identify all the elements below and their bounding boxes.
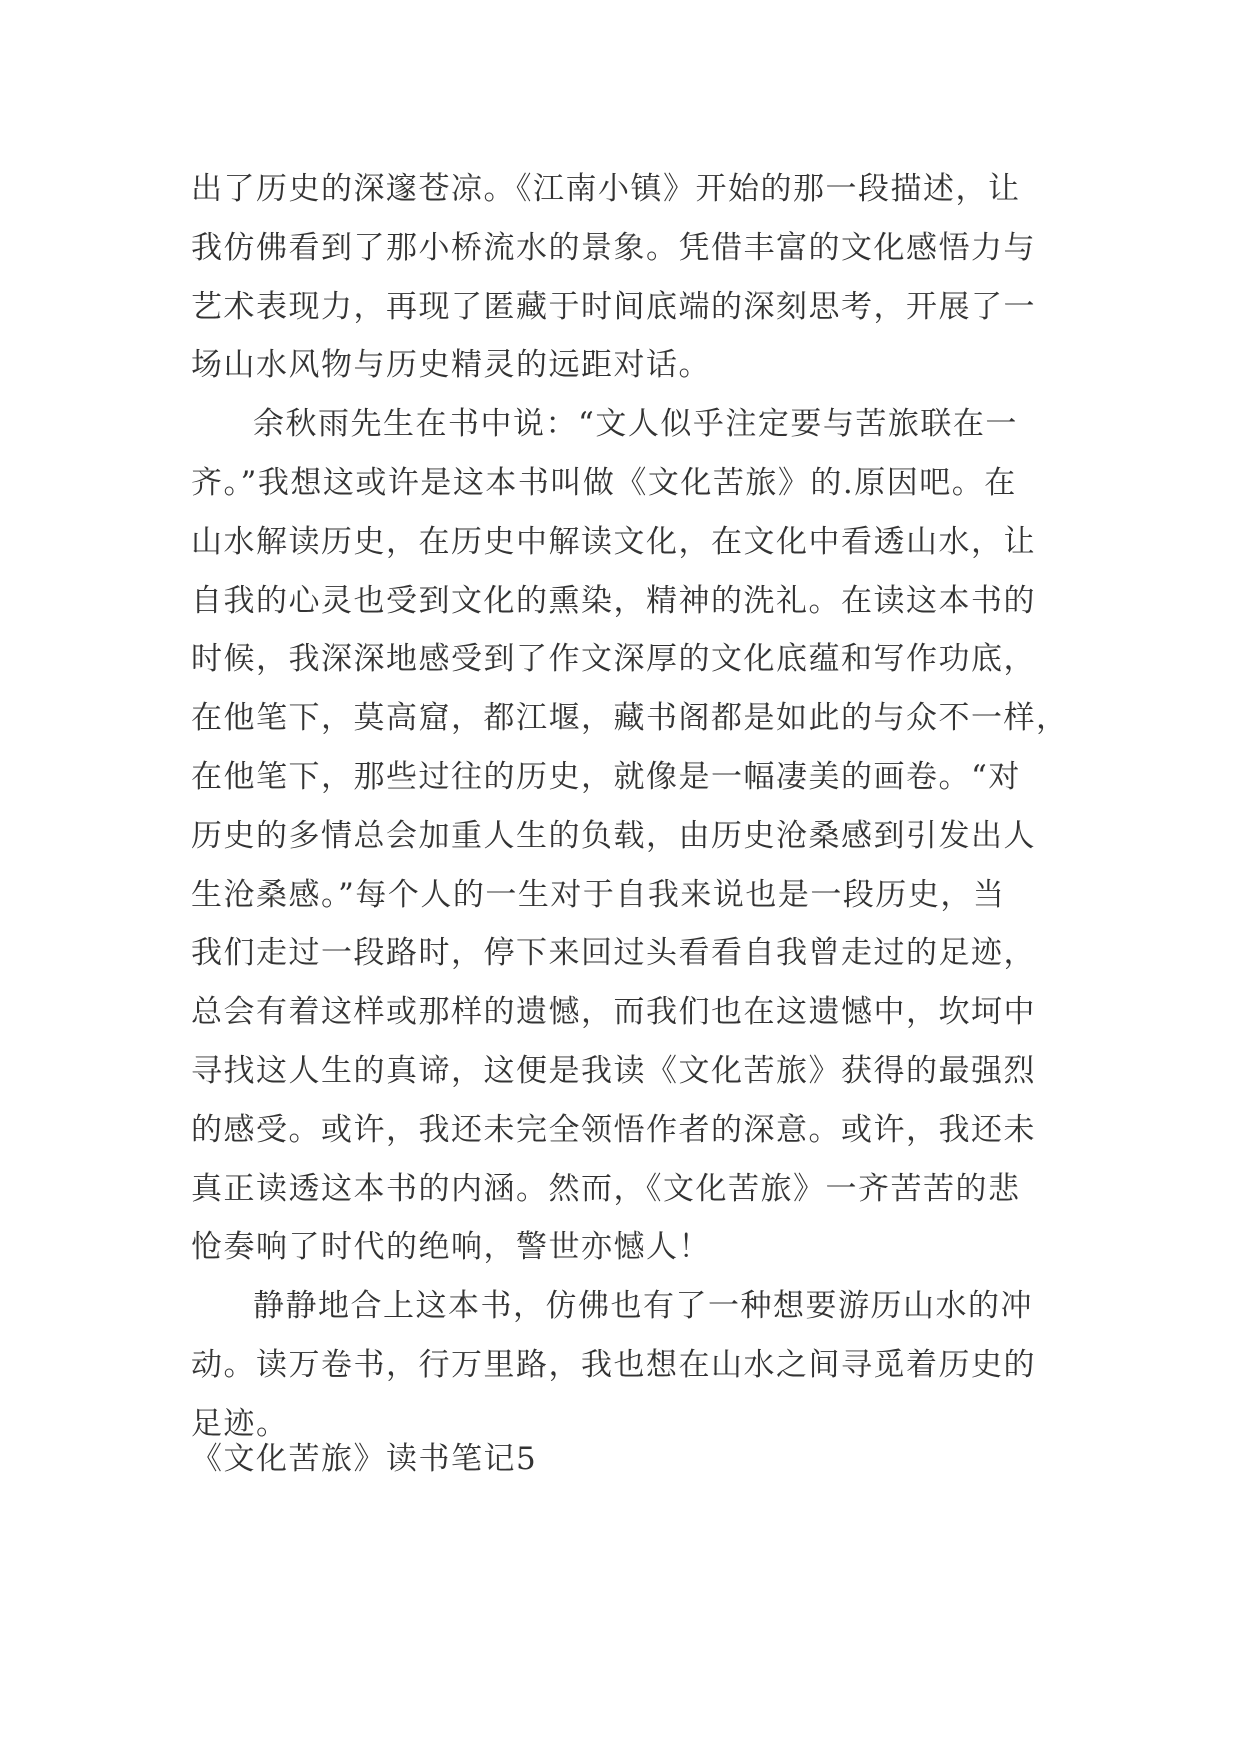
paragraph-2 [191, 395, 1069, 1277]
text-line: 的感受。或许，我还未完全领悟作者的深意。或许，我还未 [191, 1111, 1036, 1148]
text-line: 静静地合上这本书，仿佛也有了一种想要游历山水的冲 [253, 1288, 1033, 1325]
text-line: 场山水风物与历史精灵的远距对话。 [191, 347, 711, 384]
text-line: 余秋雨先生在书中说：“文人似乎注定要与苦旅联在一 [253, 406, 1018, 443]
text-line: 我仿佛看到了那小桥流水的景象。凭借丰富的文化感悟力与 [191, 229, 1036, 266]
text-line: 出了历史的深邃苍凉。《江南小镇》开始的那一段描述，让 [191, 171, 1021, 207]
paragraph-1 [191, 160, 1051, 395]
text-line: 在他笔下，莫高窟，都江堰，藏书阁都是如此的与众不一样， [191, 700, 1069, 737]
text-line: 怆奏响了时代的绝响，警世亦憾人！ [191, 1229, 711, 1266]
text-line: 我们走过一段路时，停下来回过头看看自我曾走过的足迹， [191, 935, 1036, 972]
text-line: 在他笔下，那些过往的历史，就像是一幅凄美的画卷。“对 [191, 758, 1021, 795]
text-line: 动。读万卷书，行万里路，我也想在山水之间寻觅着历史的 [191, 1346, 1036, 1383]
text-line: 总会有着这样或那样的遗憾，而我们也在这遗憾中，坎坷中 [191, 994, 1036, 1031]
paragraph-3 [191, 1277, 1051, 1453]
text-line: 寻找这人生的真谛，这便是我读《文化苦旅》获得的最强烈 [191, 1052, 1036, 1089]
section-heading: 《文化苦旅》读书笔记5 [191, 1441, 538, 1477]
document-body [191, 160, 1069, 1454]
text-line: 历史的多情总会加重人生的负载，由历史沧桑感到引发出人 [191, 817, 1036, 854]
text-line: 时候，我深深地感受到了作文深厚的文化底蕴和写作功底， [191, 641, 1036, 678]
text-line: 齐。”我想这或许是这本书叫做《文化苦旅》的.原因吧。在 [191, 464, 1017, 501]
text-line: 足迹。 [191, 1405, 289, 1442]
text-line: 自我的心灵也受到文化的熏染，精神的洗礼。在读这本书的 [191, 582, 1036, 619]
text-line: 生沧桑感。”每个人的一生对于自我来说也是一段历史，当 [191, 876, 1006, 913]
text-line: 真正读透这本书的内涵。然而，《文化苦旅》一齐苦苦的悲 [191, 1170, 1021, 1207]
text-line: 山水解读历史，在历史中解读文化，在文化中看透山水，让 [191, 523, 1036, 560]
text-line: 艺术表现力，再现了匿藏于时间底端的深刻思考，开展了一 [191, 288, 1036, 325]
